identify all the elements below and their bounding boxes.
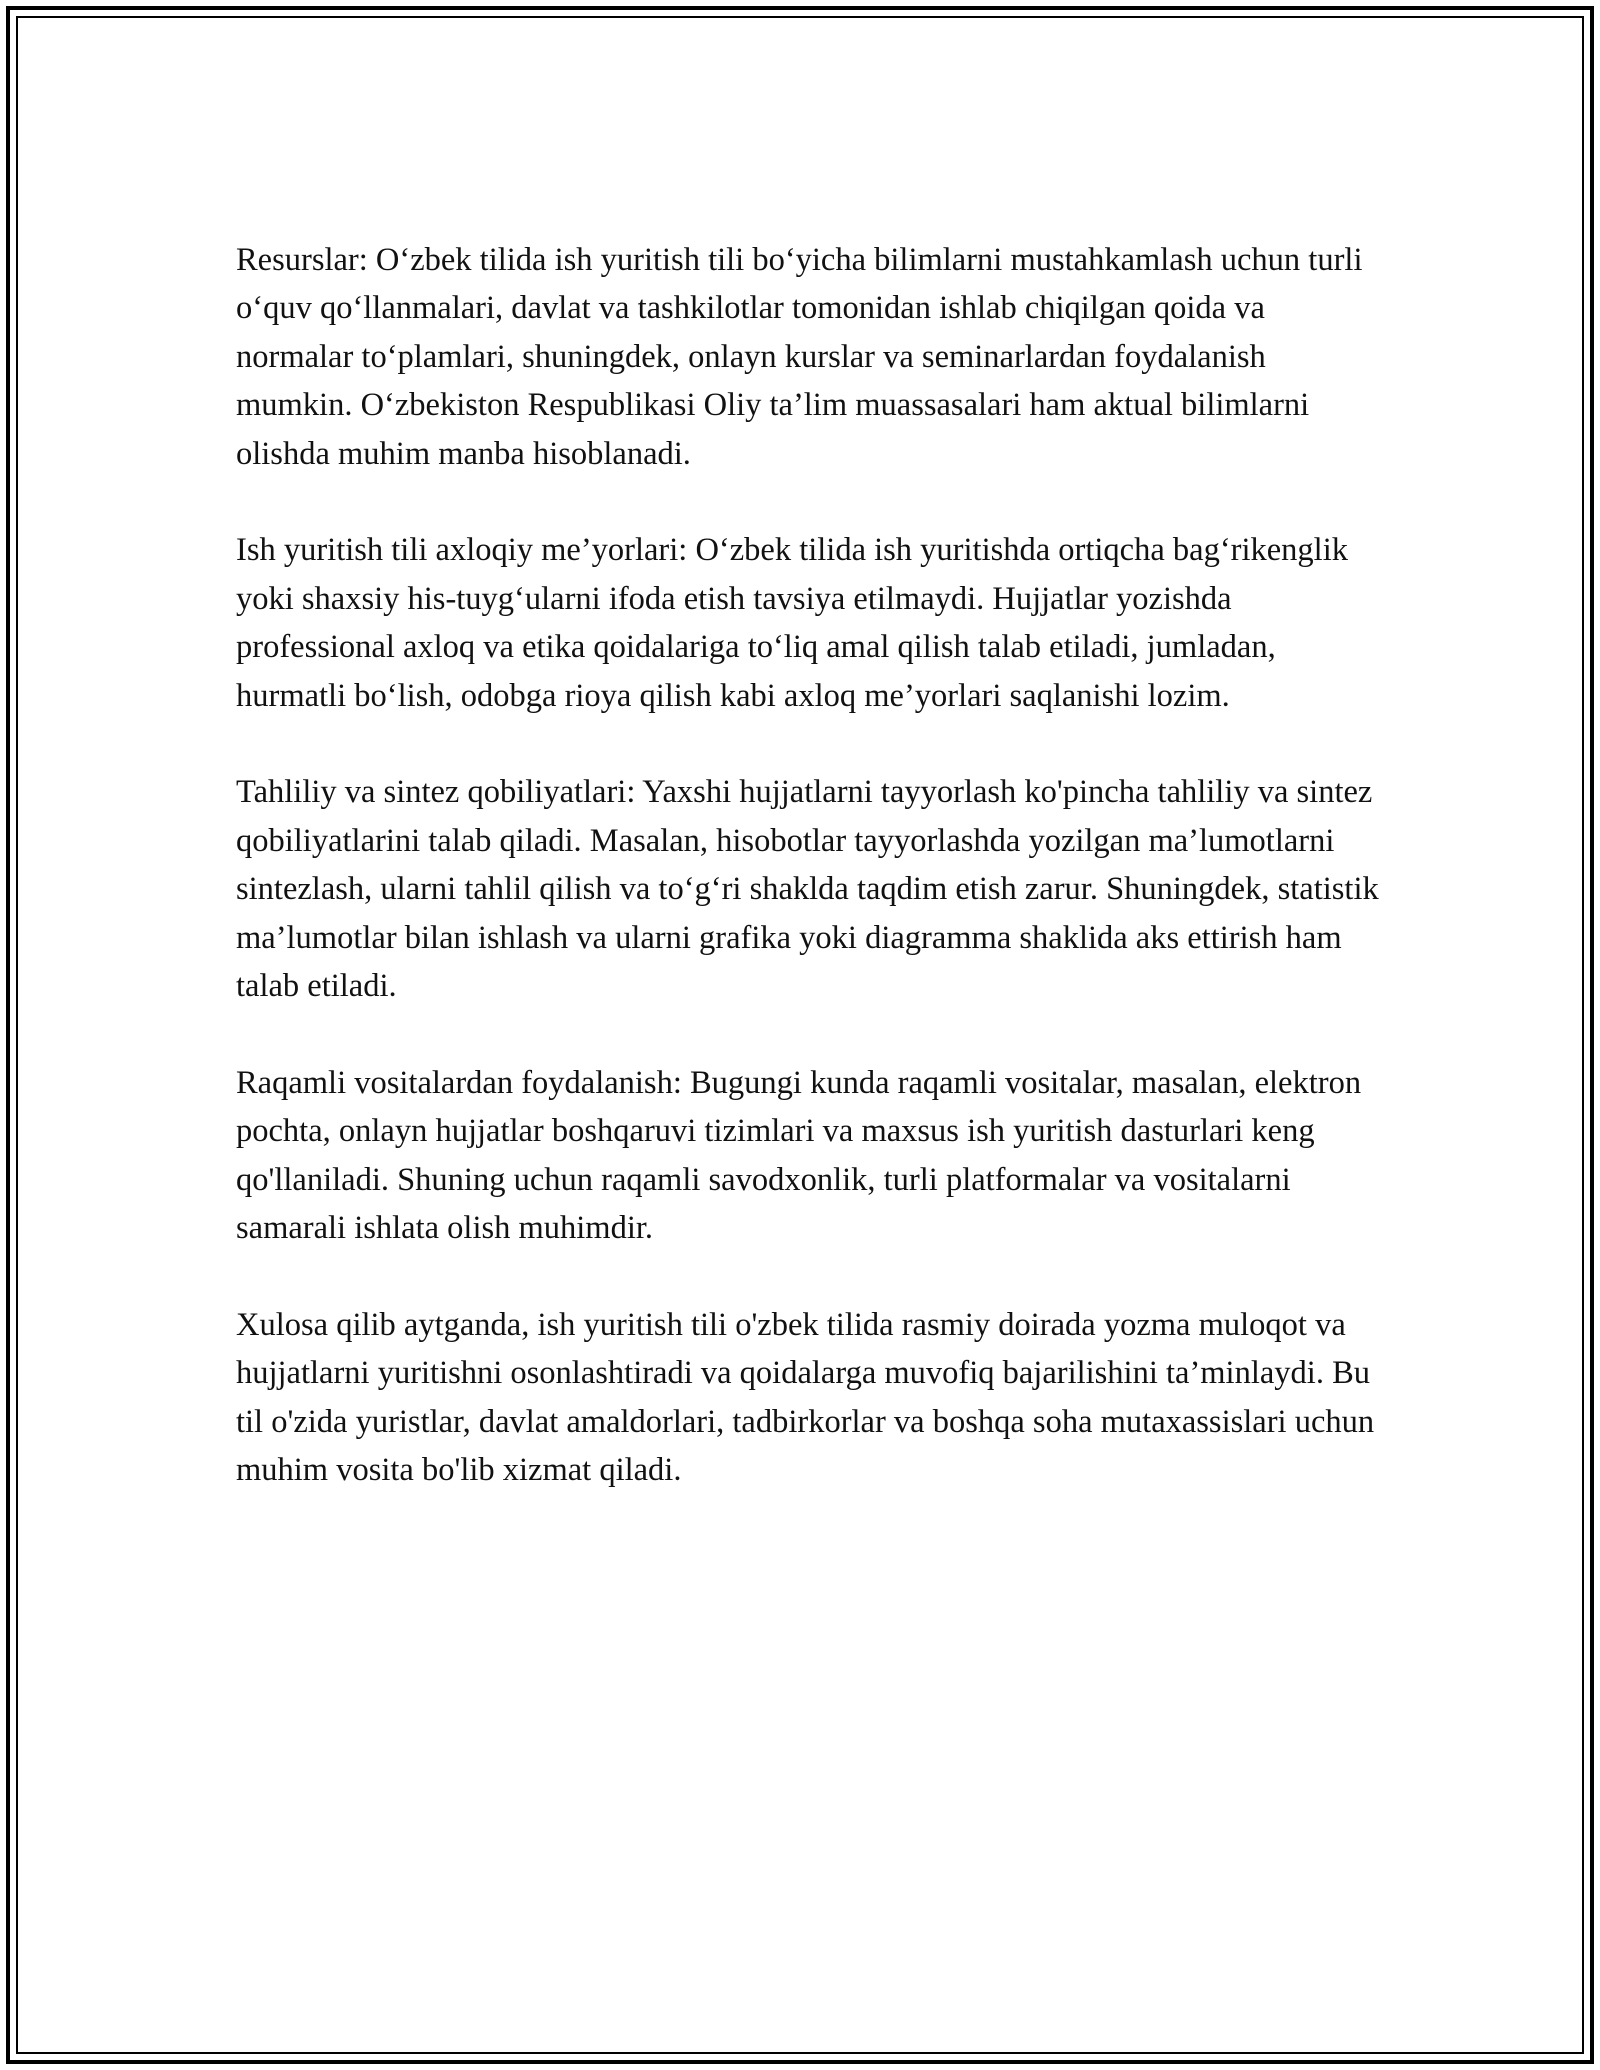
paragraph-xulosa: Xulosa qilib aytganda, ish yuritish tili o'zbek tilida rasmiy doirada yozma muloqot va hujjatlarni yuritishni osonlashtiradi va qoidalarga muvofiq bajarilishini ta’minlaydi. Bu til o'zida yuristlar, davlat amaldorlari, tadbirkorlar va boshqa soha mutaxassislari uchun muhim vosita bo'lib xizmat qiladi.: [236, 1306, 1375, 1489]
paragraph-tahliliy-sintez: Tahliliy va sintez qobiliyatlari: Yaxshi hujjatlarni tayyorlash ko'pincha tahliliy va sintez qobiliyatlarini talab qiladi. Masalan, hisobotlar tayyorlashda yozilgan ma’lumotlarni sintezlash, ularni tahlil qilish va to‘g‘ri shaklda taqdim etish zarur. Shuningdek, statistik ma’lumotlar bilan ishlash va ularni grafika yoki diagramma shaklida aks ettirish ham talab etiladi.: [236, 774, 1379, 1005]
paragraph-raqamli-vositalar: Raqamli vositalardan foydalanish: Bugungi kunda raqamli vositalar, masalan, elektron pochta, onlayn hujjatlar boshqaruvi tizimlari va maxsus ish yuritish dasturlari keng qo'llaniladi. Shuning uchun raqamli savodxonlik, turli platformalar va vositalarni samarali ishlata olish muhimdir.: [236, 1064, 1362, 1247]
paragraph-resurslar: Resurslar: O‘zbek tilida ish yuritish tili bo‘yicha bilimlarni mustahkamlash uchun turli o‘quv qo‘llanmalari, davlat va tashkilotlar tomonidan ishlab chiqilgan qoida va normalar to‘plamlari, shuningdek, onlayn kurslar va seminarlardan foydalanish mumkin. O‘zbekiston Respublikasi Oliy ta’lim muassasalari ham aktual bilimlarni olishda muhim manba hisoblanadi.: [236, 242, 1363, 472]
paragraph-axloqiy-meyorlar: Ish yuritish tili axloqiy me’yorlari: O‘zbek tilida ish yuritishda ortiqcha bag‘rikenglik yoki shaxsiy his-tuyg‘ularni ifoda etish tavsiya etilmaydi. Hujjatlar yozishda professional axloq va etika qoidalariga to‘liq amal qilish talab etiladi, jumladan, hurmatli bo‘lish, odobga rioya qilish kabi axloq me’yorlari saqlanishi lozim.: [236, 532, 1348, 714]
document-body: [236, 236, 1386, 1543]
